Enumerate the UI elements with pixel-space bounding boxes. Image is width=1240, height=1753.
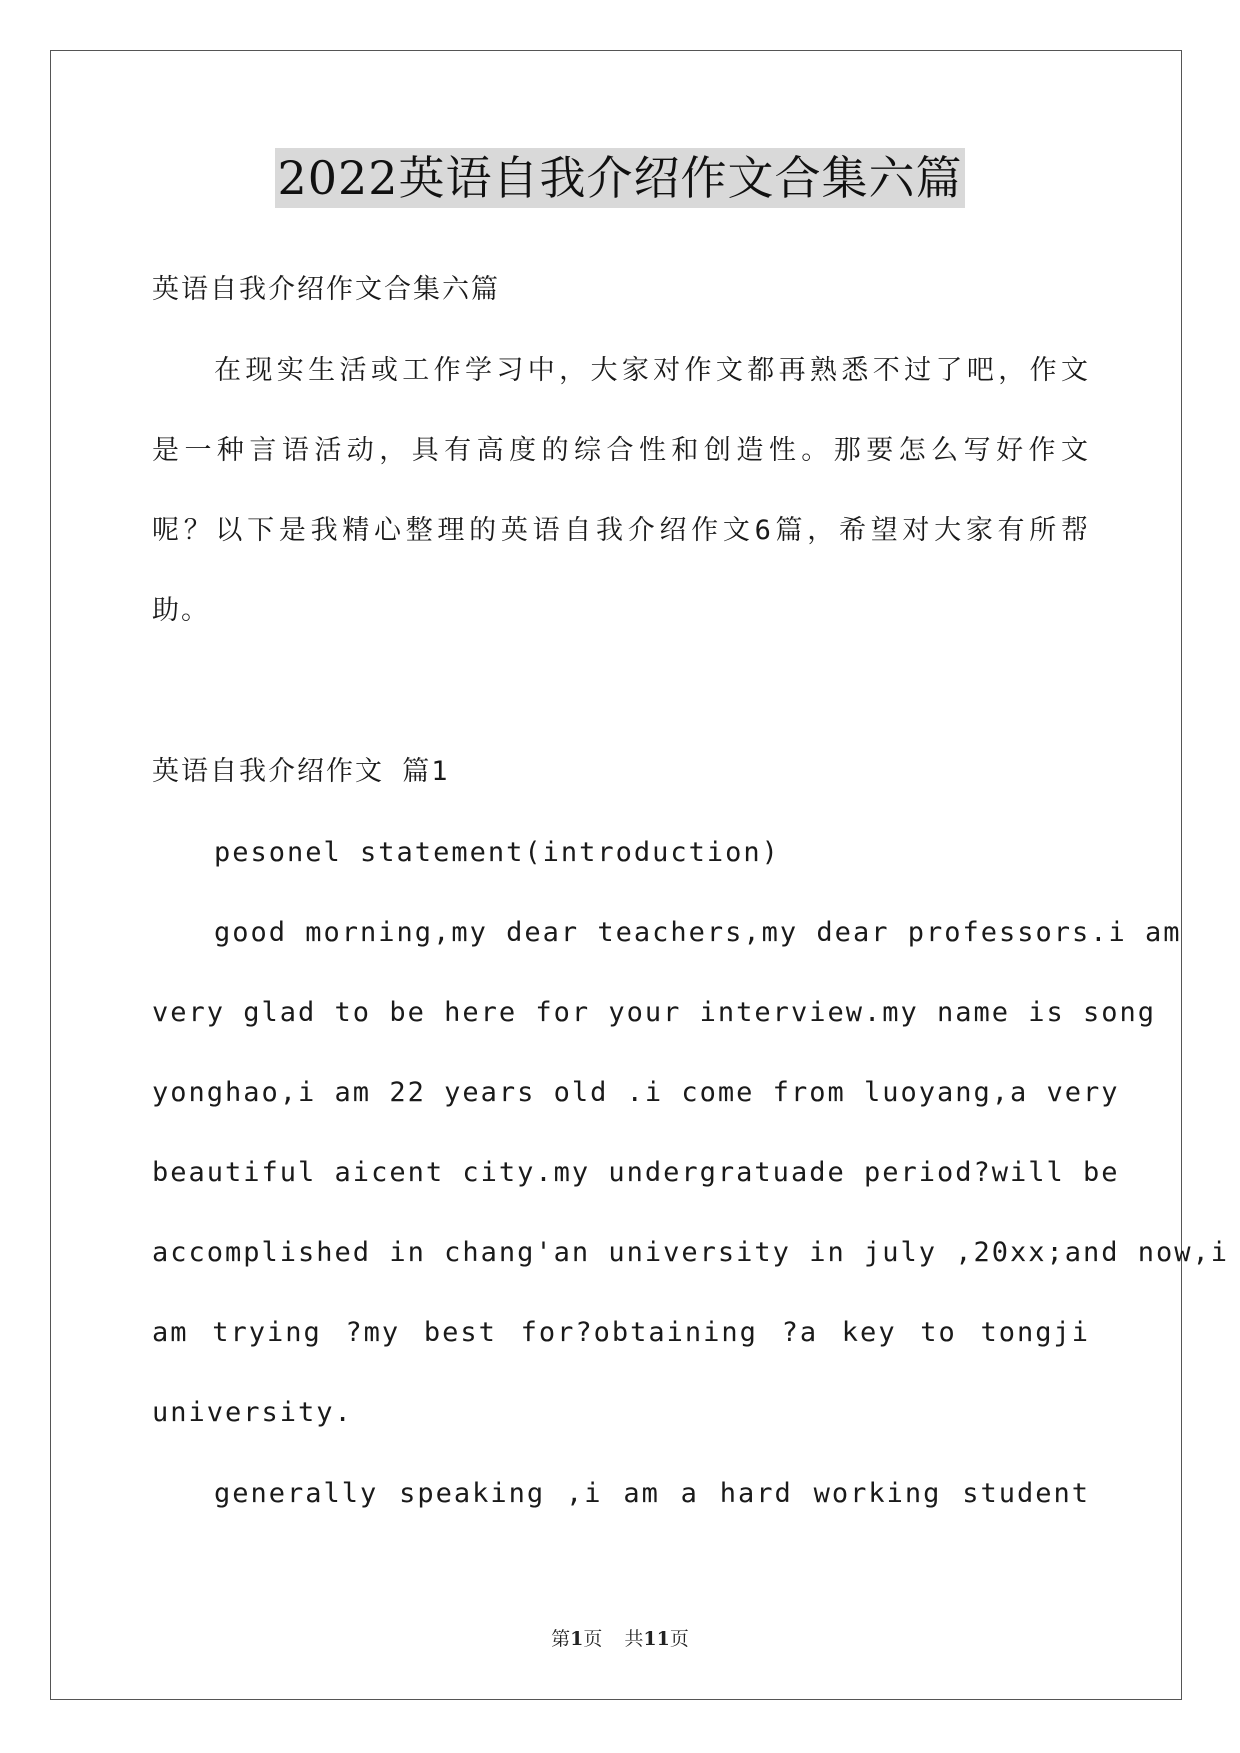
intro-line-3: 呢？以下是我精心整理的英语自我介绍作文6篇，希望对大家有所帮 bbox=[152, 515, 1090, 546]
footer-page-prefix: 第 bbox=[551, 1628, 571, 1650]
paragraph-2-line-7: university. bbox=[152, 1397, 353, 1428]
footer-page-current: 1 bbox=[570, 1628, 584, 1650]
title-block bbox=[0, 148, 1240, 208]
paragraph-2-line-1: good morning,my dear teachers,my dear professors.i am bbox=[214, 917, 1182, 948]
intro-line-4: 助。 bbox=[152, 595, 210, 626]
paragraph-3-line-1: generally speaking ,i am a hard working student bbox=[214, 1478, 1090, 1509]
paragraph-2-line-6: am trying ?my best for?obtaining ?a key to tongji bbox=[152, 1317, 1090, 1348]
footer-total-suffix: 页 bbox=[669, 1628, 689, 1650]
footer-page-total: 11 bbox=[643, 1628, 670, 1650]
paragraph-2-line-2: very glad to be here for your interview.my name is song bbox=[152, 997, 1157, 1028]
footer-page-suffix: 页 bbox=[583, 1628, 603, 1650]
paragraph-1: pesonel statement(introduction) bbox=[214, 837, 780, 868]
paragraph-2-line-4: beautiful aicent city.my undergratuade period?will be bbox=[152, 1157, 1120, 1188]
paragraph-2-line-3: yonghao,i am 22 years old .i come from luoyang,a very bbox=[152, 1077, 1120, 1108]
footer-total-prefix: 共 bbox=[624, 1628, 644, 1650]
intro-line-1: 在现实生活或工作学习中，大家对作文都再熟悉不过了吧，作文 bbox=[214, 355, 1090, 386]
paragraph-2-line-5: accomplished in chang'an university in july ,20xx;and now,i bbox=[152, 1237, 1230, 1268]
document-title: 2022英语自我介绍作文合集六篇 bbox=[275, 148, 964, 208]
intro-line-2: 是一种言语活动，具有高度的综合性和创造性。那要怎么写好作文 bbox=[152, 435, 1090, 466]
document-subtitle: 英语自我介绍作文合集六篇 bbox=[152, 274, 500, 305]
page-footer bbox=[0, 1624, 1240, 1651]
section-heading: 英语自我介绍作文 篇1 bbox=[152, 756, 450, 787]
